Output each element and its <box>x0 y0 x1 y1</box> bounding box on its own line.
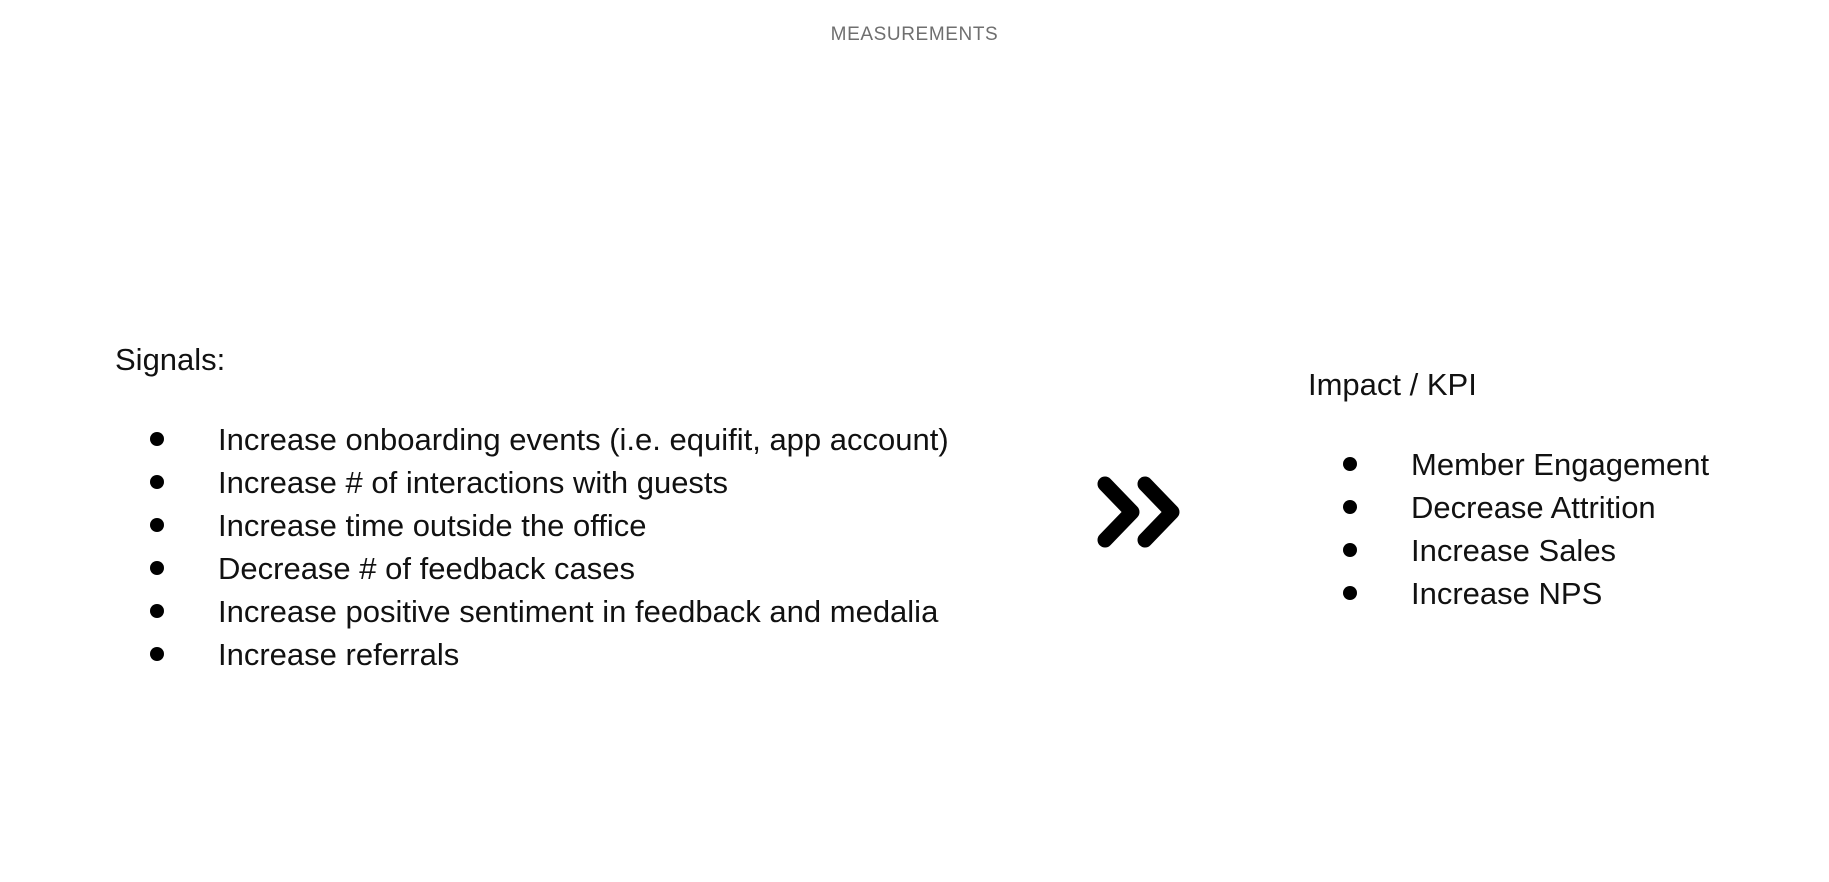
double-chevron-right-icon <box>1094 475 1194 555</box>
signals-section <box>115 340 1015 676</box>
list-item-label: Increase Sales <box>1411 533 1617 568</box>
list-item <box>115 504 1015 547</box>
list-item-label: Increase onboarding events (i.e. equifit, app account) <box>218 422 949 457</box>
list-item-label: Increase NPS <box>1411 576 1603 611</box>
list-item <box>115 418 1015 461</box>
bullet-icon <box>1343 543 1357 557</box>
list-item-label: Increase positive sentiment in feedback and medalia <box>218 594 939 629</box>
bullet-icon <box>150 432 164 446</box>
bullet-icon <box>150 475 164 489</box>
list-item-label: Decrease Attrition <box>1411 490 1656 525</box>
impact-list <box>1308 443 1808 615</box>
list-item <box>1308 486 1808 529</box>
list-item-label: Increase # of interactions with guests <box>218 465 729 500</box>
list-item-label: Increase time outside the office <box>218 508 647 543</box>
bullet-icon <box>150 647 164 661</box>
bullet-icon <box>1343 586 1357 600</box>
list-item <box>1308 443 1808 486</box>
list-item-label: Member Engagement <box>1411 447 1710 482</box>
bullet-icon <box>150 604 164 618</box>
signals-list <box>115 418 1015 676</box>
bullet-icon <box>1343 500 1357 514</box>
impact-section <box>1308 365 1808 615</box>
list-item-label: Increase referrals <box>218 637 460 672</box>
list-item <box>1308 572 1808 615</box>
list-item <box>115 590 1015 633</box>
page-title: MEASUREMENTS <box>830 24 999 45</box>
impact-heading: Impact / KPI <box>1308 367 1477 402</box>
list-item <box>115 461 1015 504</box>
list-item <box>115 633 1015 676</box>
list-item-label: Decrease # of feedback cases <box>218 551 636 586</box>
bullet-icon <box>150 518 164 532</box>
list-item <box>1308 529 1808 572</box>
bullet-icon <box>1343 457 1357 471</box>
list-item <box>115 547 1015 590</box>
bullet-icon <box>150 561 164 575</box>
signals-heading: Signals: <box>115 342 226 377</box>
